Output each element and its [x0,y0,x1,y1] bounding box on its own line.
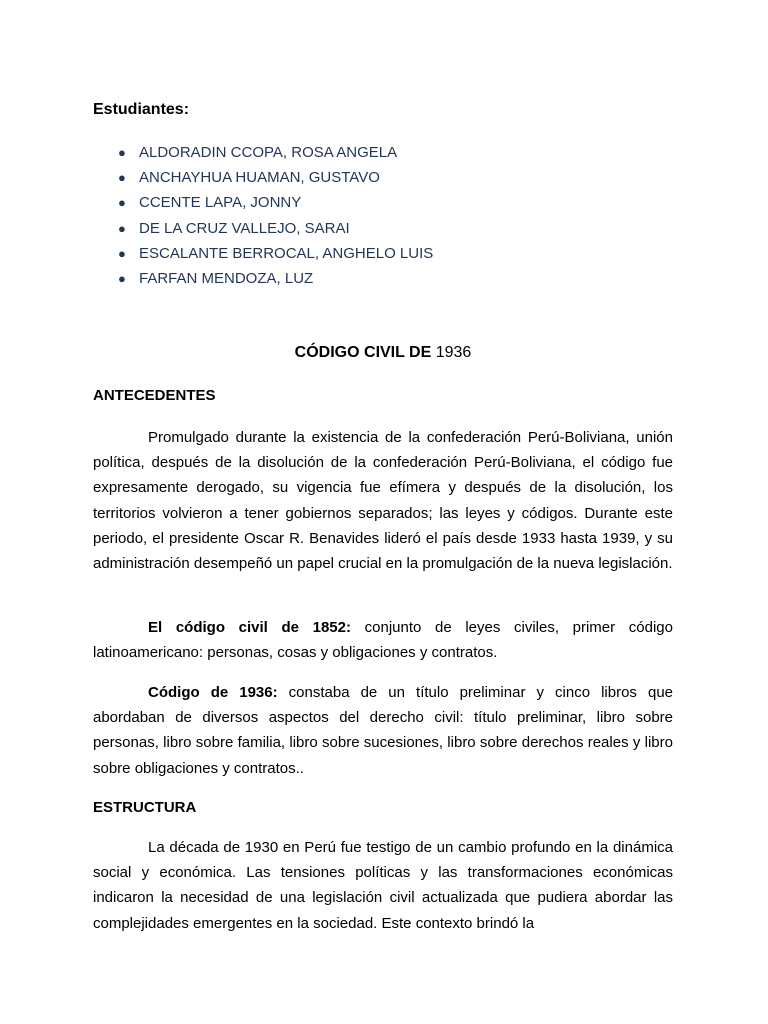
bullet-icon: ● [118,195,126,211]
students-heading: Estudiantes: [93,101,190,118]
document-title [93,344,673,362]
paragraph-code-1936 [93,680,673,781]
paragraph-estructura-intro: La década de 1930 en Perú fue testigo de un cambio profundo en la dinámica social y económica. Las tensiones políticas y las transformaciones económicas indicaron la necesidad de una legislación civil actualizada que pudiera abordar las complejidades emergentes en la sociedad. Este contexto brindó la [93,839,673,932]
section-heading-antecedentes: ANTECEDENTES [93,387,216,404]
list-item [93,192,433,217]
bullet-icon: ● [118,170,126,186]
student-name: ANCHAYHUA HUAMAN, GUSTAVO [139,169,380,187]
list-item [93,243,433,268]
section-heading-estructura: ESTRUCTURA [93,799,197,816]
paragraph-antecedentes-intro: Promulgado durante la existencia de la confederación Perú-Boliviana, unión política, después de la disolución de la confederación Perú-Boliviana, el código fue expresamente derogado, su vigencia fue efímera y después de la disolución, los territorios volvieron a tener gobiernos separados; las leyes y códigos. Durante este periodo, el presidente Oscar R. Benavides lideró el país desde 1933 hasta 1939, y su administración desempeñó un papel crucial en la promulgación de la nueva legislación. [93,429,673,573]
code-1852-label: El código civil de 1852: [148,619,351,636]
code-1852-text: conjunto de leyes civiles, primer código latinoamericano: personas, cosas y obligaciones y contratos. [93,619,673,662]
bullet-icon: ● [118,145,126,160]
bullet-icon: ● [118,270,126,286]
student-name: DE LA CRUZ VALLEJO, SARAI [139,219,350,237]
bullet-icon: ● [118,220,126,236]
student-name: ESCALANTE BERROCAL, ANGHELO LUIS [139,244,434,262]
student-name: CCENTE LAPA, JONNY [139,194,302,212]
paragraph-code-1852 [93,615,673,665]
code-1936-text: constaba de un título preliminar y cinco libros que abordaban de diversos aspectos del derecho civil: título preliminar, libro sobre personas, libro sobre familia, libro sobre sucesiones, libro sobre derechos reales y libro sobre obligaciones y contratos.. [93,684,673,777]
student-name: FARFAN MENDOZA, LUZ [139,269,314,287]
code-1936-label: Código de 1936: [148,684,278,701]
student-list [93,142,433,293]
student-name: ALDORADIN CCOPA, ROSA ANGELA [139,144,398,161]
title-year: 1936 [435,344,472,361]
list-item [93,167,433,192]
list-item [93,218,433,243]
title-main: CÓDIGO CIVIL DE [294,344,436,361]
bullet-icon: ● [118,245,126,261]
list-item [93,142,433,167]
list-item [93,268,433,293]
